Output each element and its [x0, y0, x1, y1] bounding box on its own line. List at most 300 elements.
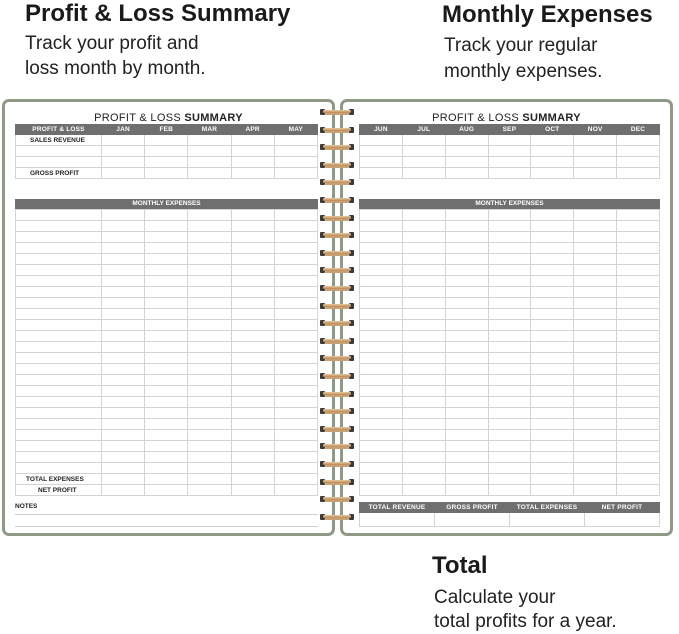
- grid-cell[interactable]: [488, 243, 531, 254]
- grid-cell[interactable]: [274, 287, 317, 298]
- grid-cell[interactable]: [188, 254, 231, 265]
- grid-cell[interactable]: [16, 254, 102, 265]
- grid-cell[interactable]: [188, 331, 231, 342]
- grid-cell[interactable]: [145, 397, 188, 408]
- grid-cell[interactable]: [488, 452, 531, 463]
- grid-cell[interactable]: [531, 287, 574, 298]
- grid-cell[interactable]: [617, 276, 660, 287]
- grid-cell[interactable]: [145, 254, 188, 265]
- grid-cell[interactable]: [188, 353, 231, 364]
- grid-cell[interactable]: [360, 463, 403, 474]
- grid-cell[interactable]: [531, 463, 574, 474]
- grid-cell[interactable]: [574, 276, 617, 287]
- grid-cell[interactable]: [102, 463, 145, 474]
- grid-cell[interactable]: [402, 386, 445, 397]
- grid-cell[interactable]: [360, 287, 403, 298]
- grid-cell[interactable]: [145, 309, 188, 320]
- grid-cell[interactable]: [16, 331, 102, 342]
- grid-cell[interactable]: [145, 342, 188, 353]
- grid-cell[interactable]: [16, 210, 102, 221]
- grid-cell[interactable]: [488, 353, 531, 364]
- grid-cell[interactable]: [617, 331, 660, 342]
- grid-cell[interactable]: [231, 353, 274, 364]
- grid-cell[interactable]: [145, 452, 188, 463]
- grid-cell[interactable]: [360, 331, 403, 342]
- grid-cell[interactable]: [231, 276, 274, 287]
- grid-cell[interactable]: [102, 342, 145, 353]
- grid-cell[interactable]: [402, 265, 445, 276]
- grid-cell[interactable]: [574, 408, 617, 419]
- grid-cell[interactable]: [402, 375, 445, 386]
- grid-cell[interactable]: [274, 386, 317, 397]
- grid-cell[interactable]: [231, 254, 274, 265]
- grid-cell[interactable]: [574, 463, 617, 474]
- grid-cell[interactable]: [574, 419, 617, 430]
- grid-cell[interactable]: [145, 287, 188, 298]
- grid-cell[interactable]: [445, 254, 488, 265]
- grid-cell[interactable]: [360, 474, 403, 485]
- grid-cell[interactable]: [617, 298, 660, 309]
- grid-cell[interactable]: [231, 408, 274, 419]
- grid-cell[interactable]: [402, 309, 445, 320]
- grid-cell[interactable]: [531, 265, 574, 276]
- grid-cell[interactable]: [488, 430, 531, 441]
- grid-cell[interactable]: [231, 419, 274, 430]
- grid-cell[interactable]: [445, 331, 488, 342]
- grid-cell[interactable]: [274, 265, 317, 276]
- grid-cell[interactable]: [274, 276, 317, 287]
- grid-cell[interactable]: [531, 232, 574, 243]
- grid-cell[interactable]: [402, 243, 445, 254]
- grid-cell[interactable]: [617, 430, 660, 441]
- grid-cell[interactable]: [531, 419, 574, 430]
- grid-cell[interactable]: [274, 243, 317, 254]
- grid-cell[interactable]: [102, 232, 145, 243]
- grid-cell[interactable]: [16, 342, 102, 353]
- grid-cell[interactable]: [274, 309, 317, 320]
- grid-cell[interactable]: [488, 320, 531, 331]
- grid-cell[interactable]: [531, 408, 574, 419]
- grid-cell[interactable]: [531, 276, 574, 287]
- grid-cell[interactable]: [16, 364, 102, 375]
- grid-cell[interactable]: [574, 265, 617, 276]
- grid-cell[interactable]: [145, 298, 188, 309]
- grid-cell[interactable]: [445, 320, 488, 331]
- grid-cell[interactable]: [617, 441, 660, 452]
- grid-cell[interactable]: [531, 375, 574, 386]
- grid-cell[interactable]: [188, 342, 231, 353]
- grid-cell[interactable]: [445, 419, 488, 430]
- grid-cell[interactable]: [617, 408, 660, 419]
- grid-cell[interactable]: [402, 419, 445, 430]
- grid-cell[interactable]: [145, 364, 188, 375]
- grid-cell[interactable]: [488, 276, 531, 287]
- grid-cell[interactable]: [188, 452, 231, 463]
- grid-cell[interactable]: [274, 375, 317, 386]
- grid-cell[interactable]: [488, 463, 531, 474]
- grid-cell[interactable]: [188, 287, 231, 298]
- grid-cell[interactable]: [617, 485, 660, 496]
- grid-cell[interactable]: [274, 232, 317, 243]
- grid-cell[interactable]: [16, 441, 102, 452]
- grid-cell[interactable]: [145, 243, 188, 254]
- grid-cell[interactable]: [360, 353, 403, 364]
- grid-cell[interactable]: [402, 298, 445, 309]
- grid-cell[interactable]: [360, 243, 403, 254]
- grid-cell[interactable]: [145, 331, 188, 342]
- grid-cell[interactable]: [402, 210, 445, 221]
- grid-cell[interactable]: [16, 298, 102, 309]
- grid-cell[interactable]: [445, 342, 488, 353]
- grid-cell[interactable]: [360, 342, 403, 353]
- grid-cell[interactable]: [360, 408, 403, 419]
- grid-cell[interactable]: [445, 221, 488, 232]
- grid-cell[interactable]: [102, 441, 145, 452]
- grid-cell[interactable]: [445, 276, 488, 287]
- grid-cell[interactable]: [274, 331, 317, 342]
- grid-cell[interactable]: [16, 221, 102, 232]
- grid-cell[interactable]: [274, 430, 317, 441]
- grid-cell[interactable]: [102, 419, 145, 430]
- grid-cell[interactable]: [531, 386, 574, 397]
- grid-cell[interactable]: [488, 485, 531, 496]
- grid-cell[interactable]: [102, 309, 145, 320]
- grid-cell[interactable]: [531, 364, 574, 375]
- grid-cell[interactable]: [488, 265, 531, 276]
- grid-cell[interactable]: [445, 364, 488, 375]
- grid-cell[interactable]: [188, 364, 231, 375]
- grid-cell[interactable]: [231, 364, 274, 375]
- grid-cell[interactable]: [488, 232, 531, 243]
- grid-cell[interactable]: [231, 298, 274, 309]
- grid-cell[interactable]: [488, 309, 531, 320]
- grid-cell[interactable]: [445, 408, 488, 419]
- grid-cell[interactable]: [145, 441, 188, 452]
- grid-cell[interactable]: [274, 441, 317, 452]
- grid-cell[interactable]: [445, 309, 488, 320]
- grid-cell[interactable]: [402, 221, 445, 232]
- grid-cell[interactable]: [274, 364, 317, 375]
- grid-cell[interactable]: [360, 276, 403, 287]
- grid-cell[interactable]: [531, 485, 574, 496]
- grid-cell[interactable]: [531, 254, 574, 265]
- grid-cell[interactable]: [617, 232, 660, 243]
- grid-cell[interactable]: [231, 287, 274, 298]
- grid-cell[interactable]: [102, 210, 145, 221]
- grid-cell[interactable]: [445, 265, 488, 276]
- grid-cell[interactable]: [16, 397, 102, 408]
- grid-cell[interactable]: [445, 452, 488, 463]
- grid-cell[interactable]: [145, 430, 188, 441]
- grid-cell[interactable]: [188, 419, 231, 430]
- grid-cell[interactable]: [145, 419, 188, 430]
- grid-cell[interactable]: [16, 276, 102, 287]
- grid-cell[interactable]: [360, 364, 403, 375]
- grid-cell[interactable]: [488, 386, 531, 397]
- grid-cell[interactable]: [102, 287, 145, 298]
- grid-cell[interactable]: [488, 364, 531, 375]
- grid-cell[interactable]: [231, 463, 274, 474]
- grid-cell[interactable]: [145, 386, 188, 397]
- grid-cell[interactable]: [16, 243, 102, 254]
- grid-cell[interactable]: [574, 364, 617, 375]
- grid-cell[interactable]: [360, 386, 403, 397]
- grid-cell[interactable]: [402, 408, 445, 419]
- grid-cell[interactable]: [617, 397, 660, 408]
- grid-cell[interactable]: [574, 474, 617, 485]
- grid-cell[interactable]: [574, 430, 617, 441]
- grid-cell[interactable]: [574, 232, 617, 243]
- grid-cell[interactable]: [16, 265, 102, 276]
- grid-cell[interactable]: [274, 210, 317, 221]
- grid-cell[interactable]: [402, 254, 445, 265]
- grid-cell[interactable]: [531, 320, 574, 331]
- grid-cell[interactable]: [102, 276, 145, 287]
- grid-cell[interactable]: [488, 287, 531, 298]
- grid-cell[interactable]: [617, 463, 660, 474]
- grid-cell[interactable]: [360, 265, 403, 276]
- grid-cell[interactable]: [488, 210, 531, 221]
- grid-cell[interactable]: [16, 386, 102, 397]
- grid-cell[interactable]: [231, 221, 274, 232]
- grid-cell[interactable]: [188, 320, 231, 331]
- grid-cell[interactable]: [102, 221, 145, 232]
- grid-cell[interactable]: [402, 474, 445, 485]
- grid-cell[interactable]: [102, 375, 145, 386]
- grid-cell[interactable]: [231, 375, 274, 386]
- grid-cell[interactable]: [574, 353, 617, 364]
- grid-cell[interactable]: [188, 232, 231, 243]
- grid-cell[interactable]: [188, 408, 231, 419]
- grid-cell[interactable]: [188, 276, 231, 287]
- grid-cell[interactable]: [274, 298, 317, 309]
- grid-cell[interactable]: [274, 254, 317, 265]
- grid-cell[interactable]: [574, 210, 617, 221]
- grid-cell[interactable]: [445, 298, 488, 309]
- grid-cell[interactable]: [531, 298, 574, 309]
- grid-cell[interactable]: [188, 243, 231, 254]
- grid-cell[interactable]: [16, 320, 102, 331]
- grid-cell[interactable]: [145, 265, 188, 276]
- grid-cell[interactable]: [574, 309, 617, 320]
- grid-cell[interactable]: [16, 419, 102, 430]
- grid-cell[interactable]: [488, 397, 531, 408]
- grid-cell[interactable]: [574, 243, 617, 254]
- grid-cell[interactable]: [360, 298, 403, 309]
- grid-cell[interactable]: [617, 320, 660, 331]
- grid-cell[interactable]: [16, 375, 102, 386]
- grid-cell[interactable]: [488, 298, 531, 309]
- grid-cell[interactable]: [231, 342, 274, 353]
- grid-cell[interactable]: [531, 243, 574, 254]
- grid-cell[interactable]: [402, 320, 445, 331]
- grid-cell[interactable]: [231, 441, 274, 452]
- grid-cell[interactable]: [574, 287, 617, 298]
- grid-cell[interactable]: [16, 353, 102, 364]
- grid-cell[interactable]: [188, 309, 231, 320]
- grid-cell[interactable]: [145, 221, 188, 232]
- grid-cell[interactable]: [445, 441, 488, 452]
- grid-cell[interactable]: [617, 342, 660, 353]
- grid-cell[interactable]: [402, 276, 445, 287]
- grid-cell[interactable]: [188, 298, 231, 309]
- grid-cell[interactable]: [617, 254, 660, 265]
- grid-cell[interactable]: [188, 221, 231, 232]
- grid-cell[interactable]: [488, 342, 531, 353]
- grid-cell[interactable]: [574, 386, 617, 397]
- grid-cell[interactable]: [445, 474, 488, 485]
- grid-cell[interactable]: [360, 452, 403, 463]
- grid-cell[interactable]: [531, 342, 574, 353]
- grid-cell[interactable]: [360, 232, 403, 243]
- grid-cell[interactable]: [488, 419, 531, 430]
- grid-cell[interactable]: [102, 408, 145, 419]
- grid-cell[interactable]: [231, 386, 274, 397]
- grid-cell[interactable]: [574, 485, 617, 496]
- grid-cell[interactable]: [488, 408, 531, 419]
- grid-cell[interactable]: [145, 408, 188, 419]
- grid-cell[interactable]: [145, 210, 188, 221]
- grid-cell[interactable]: [188, 397, 231, 408]
- grid-cell[interactable]: [617, 210, 660, 221]
- grid-cell[interactable]: [102, 430, 145, 441]
- grid-cell[interactable]: [145, 375, 188, 386]
- grid-cell[interactable]: [574, 375, 617, 386]
- grid-cell[interactable]: [531, 221, 574, 232]
- grid-cell[interactable]: [16, 287, 102, 298]
- grid-cell[interactable]: [188, 463, 231, 474]
- grid-cell[interactable]: [102, 397, 145, 408]
- grid-cell[interactable]: [188, 375, 231, 386]
- grid-cell[interactable]: [360, 441, 403, 452]
- grid-cell[interactable]: [402, 463, 445, 474]
- grid-cell[interactable]: [531, 210, 574, 221]
- grid-cell[interactable]: [445, 397, 488, 408]
- grid-cell[interactable]: [402, 364, 445, 375]
- grid-cell[interactable]: [231, 397, 274, 408]
- grid-cell[interactable]: [402, 430, 445, 441]
- grid-cell[interactable]: [274, 353, 317, 364]
- grid-cell[interactable]: [16, 463, 102, 474]
- grid-cell[interactable]: [488, 221, 531, 232]
- grid-cell[interactable]: [231, 430, 274, 441]
- grid-cell[interactable]: [402, 331, 445, 342]
- grid-cell[interactable]: [16, 430, 102, 441]
- grid-cell[interactable]: [102, 265, 145, 276]
- grid-cell[interactable]: [617, 386, 660, 397]
- grid-cell[interactable]: [360, 419, 403, 430]
- grid-cell[interactable]: [531, 331, 574, 342]
- grid-cell[interactable]: [16, 232, 102, 243]
- grid-cell[interactable]: [488, 441, 531, 452]
- grid-cell[interactable]: [102, 452, 145, 463]
- grid-cell[interactable]: [274, 342, 317, 353]
- grid-cell[interactable]: [231, 320, 274, 331]
- grid-cell[interactable]: [445, 353, 488, 364]
- grid-cell[interactable]: [274, 397, 317, 408]
- grid-cell[interactable]: [531, 430, 574, 441]
- grid-cell[interactable]: [145, 353, 188, 364]
- grid-cell[interactable]: [488, 375, 531, 386]
- grid-cell[interactable]: [188, 265, 231, 276]
- grid-cell[interactable]: [102, 298, 145, 309]
- grid-cell[interactable]: [574, 298, 617, 309]
- grid-cell[interactable]: [274, 221, 317, 232]
- grid-cell[interactable]: [488, 331, 531, 342]
- grid-cell[interactable]: [445, 243, 488, 254]
- grid-cell[interactable]: [617, 364, 660, 375]
- grid-cell[interactable]: [574, 397, 617, 408]
- grid-cell[interactable]: [231, 210, 274, 221]
- grid-cell[interactable]: [102, 364, 145, 375]
- grid-cell[interactable]: [617, 309, 660, 320]
- grid-cell[interactable]: [360, 221, 403, 232]
- grid-cell[interactable]: [445, 485, 488, 496]
- grid-cell[interactable]: [531, 452, 574, 463]
- grid-cell[interactable]: [617, 287, 660, 298]
- grid-cell[interactable]: [360, 430, 403, 441]
- grid-cell[interactable]: [445, 232, 488, 243]
- grid-cell[interactable]: [102, 320, 145, 331]
- grid-cell[interactable]: [188, 430, 231, 441]
- grid-cell[interactable]: [360, 320, 403, 331]
- grid-cell[interactable]: [617, 243, 660, 254]
- grid-cell[interactable]: [617, 474, 660, 485]
- grid-cell[interactable]: [16, 408, 102, 419]
- grid-cell[interactable]: [531, 397, 574, 408]
- grid-cell[interactable]: [488, 254, 531, 265]
- grid-cell[interactable]: [617, 265, 660, 276]
- grid-cell[interactable]: [402, 287, 445, 298]
- grid-cell[interactable]: [16, 309, 102, 320]
- grid-cell[interactable]: [574, 441, 617, 452]
- grid-cell[interactable]: [145, 320, 188, 331]
- grid-cell[interactable]: [16, 452, 102, 463]
- grid-cell[interactable]: [102, 353, 145, 364]
- grid-cell[interactable]: [402, 397, 445, 408]
- grid-cell[interactable]: [274, 463, 317, 474]
- grid-cell[interactable]: [145, 232, 188, 243]
- grid-cell[interactable]: [402, 441, 445, 452]
- grid-cell[interactable]: [531, 474, 574, 485]
- grid-cell[interactable]: [360, 210, 403, 221]
- grid-cell[interactable]: [617, 221, 660, 232]
- grid-cell[interactable]: [531, 353, 574, 364]
- grid-cell[interactable]: [574, 221, 617, 232]
- grid-cell[interactable]: [274, 408, 317, 419]
- grid-cell[interactable]: [360, 309, 403, 320]
- grid-cell[interactable]: [102, 254, 145, 265]
- grid-cell[interactable]: [445, 430, 488, 441]
- grid-cell[interactable]: [274, 320, 317, 331]
- grid-cell[interactable]: [402, 342, 445, 353]
- grid-cell[interactable]: [102, 243, 145, 254]
- grid-cell[interactable]: [445, 287, 488, 298]
- grid-cell[interactable]: [188, 386, 231, 397]
- grid-cell[interactable]: [360, 254, 403, 265]
- grid-cell[interactable]: [574, 320, 617, 331]
- grid-cell[interactable]: [102, 386, 145, 397]
- grid-cell[interactable]: [445, 210, 488, 221]
- grid-cell[interactable]: [617, 375, 660, 386]
- grid-cell[interactable]: [402, 485, 445, 496]
- grid-cell[interactable]: [617, 353, 660, 364]
- grid-cell[interactable]: [274, 419, 317, 430]
- grid-cell[interactable]: [188, 210, 231, 221]
- grid-cell[interactable]: [231, 452, 274, 463]
- grid-cell[interactable]: [402, 353, 445, 364]
- grid-cell[interactable]: [531, 441, 574, 452]
